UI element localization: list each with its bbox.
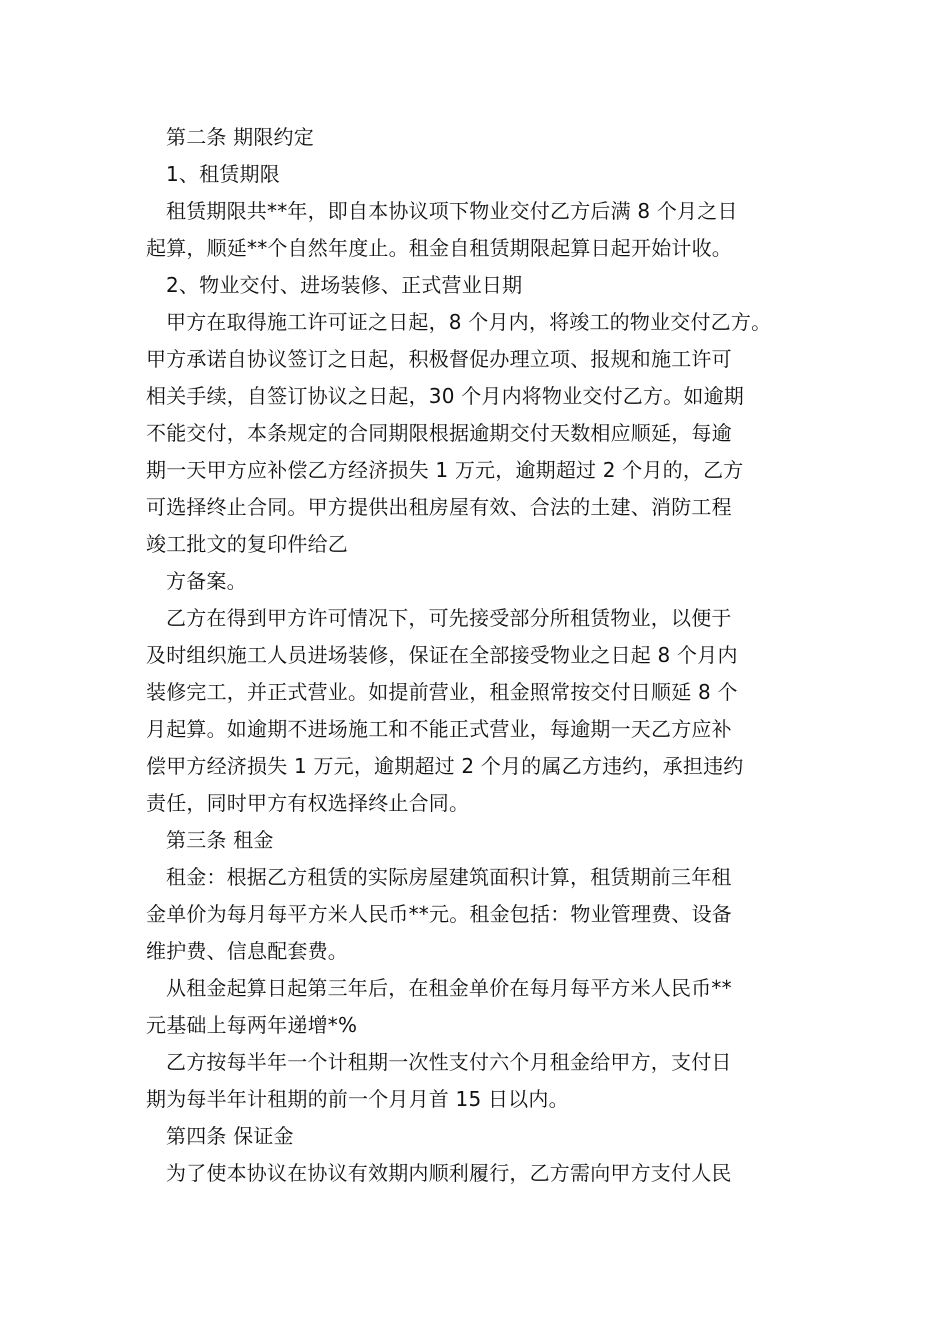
paragraph-line: 金单价为每月每平方米人民币**元。租金包括：物业管理费、设备 xyxy=(146,902,732,926)
paragraph-line: 及时组织施工人员进场装修，保证在全部接受物业之日起 8 个月内 xyxy=(146,643,738,667)
paragraph-line: 偿甲方经济损失 1 万元，逾期超过 2 个月的属乙方违约，承担违约 xyxy=(146,754,744,778)
article-2-heading: 第二条 期限约定 xyxy=(166,125,314,149)
paragraph-line: 责任，同时甲方有权选择终止合同。 xyxy=(146,791,470,815)
paragraph-line: 租金：根据乙方租赁的实际房屋建筑面积计算，租赁期前三年租 xyxy=(166,865,732,889)
paragraph-line: 甲方承诺自协议签订之日起，积极督促办理立项、报规和施工许可 xyxy=(146,347,732,371)
paragraph-line: 期为每半年计租期的前一个月月首 15 日以内。 xyxy=(146,1087,569,1111)
paragraph-line: 从租金起算日起第三年后，在租金单价在每月每平方米人民币** xyxy=(166,976,732,1000)
paragraph-line: 乙方在得到甲方许可情况下，可先接受部分所租赁物业，以便于 xyxy=(166,606,732,630)
paragraph-line: 相关手续，自签订协议之日起，30 个月内将物业交付乙方。如逾期 xyxy=(146,384,745,408)
paragraph-line: 竣工批文的复印件给乙 xyxy=(146,532,348,556)
section-2-heading: 2、物业交付、进场装修、正式营业日期 xyxy=(166,273,523,297)
paragraph-line: 不能交付，本条规定的合同期限根据逾期交付天数相应顺延，每逾 xyxy=(146,421,732,445)
paragraph-line: 租赁期限共**年，即自本协议项下物业交付乙方后满 8 个月之日 xyxy=(166,199,738,223)
paragraph-line: 月起算。如逾期不进场施工和不能正式营业，每逾期一天乙方应补 xyxy=(146,717,732,741)
paragraph-line: 元基础上每两年递增*% xyxy=(146,1013,358,1037)
paragraph-line: 方备案。 xyxy=(166,569,247,593)
document-body xyxy=(146,119,816,1192)
section-1-heading: 1、租赁期限 xyxy=(166,162,280,186)
paragraph-line: 期一天甲方应补偿乙方经济损失 1 万元，逾期超过 2 个月的，乙方 xyxy=(146,458,744,482)
paragraph-line: 可选择终止合同。甲方提供出租房屋有效、合法的土建、消防工程 xyxy=(146,495,732,519)
article-3-heading: 第三条 租金 xyxy=(166,828,274,852)
paragraph-line: 为了使本协议在协议有效期内顺利履行，乙方需向甲方支付人民 xyxy=(166,1161,732,1185)
article-4-heading: 第四条 保证金 xyxy=(166,1124,294,1148)
paragraph-line: 乙方按每半年一个计租期一次性支付六个月租金给甲方，支付日 xyxy=(166,1050,732,1074)
paragraph-line: 装修完工，并正式营业。如提前营业，租金照常按交付日顺延 8 个 xyxy=(146,680,738,704)
paragraph-line: 甲方在取得施工许可证之日起，8 个月内，将竣工的物业交付乙方。 xyxy=(166,310,772,334)
paragraph-line: 起算，顺延**个自然年度止。租金自租赁期限起算日起开始计收。 xyxy=(146,236,732,260)
paragraph-line: 维护费、信息配套费。 xyxy=(146,939,348,963)
